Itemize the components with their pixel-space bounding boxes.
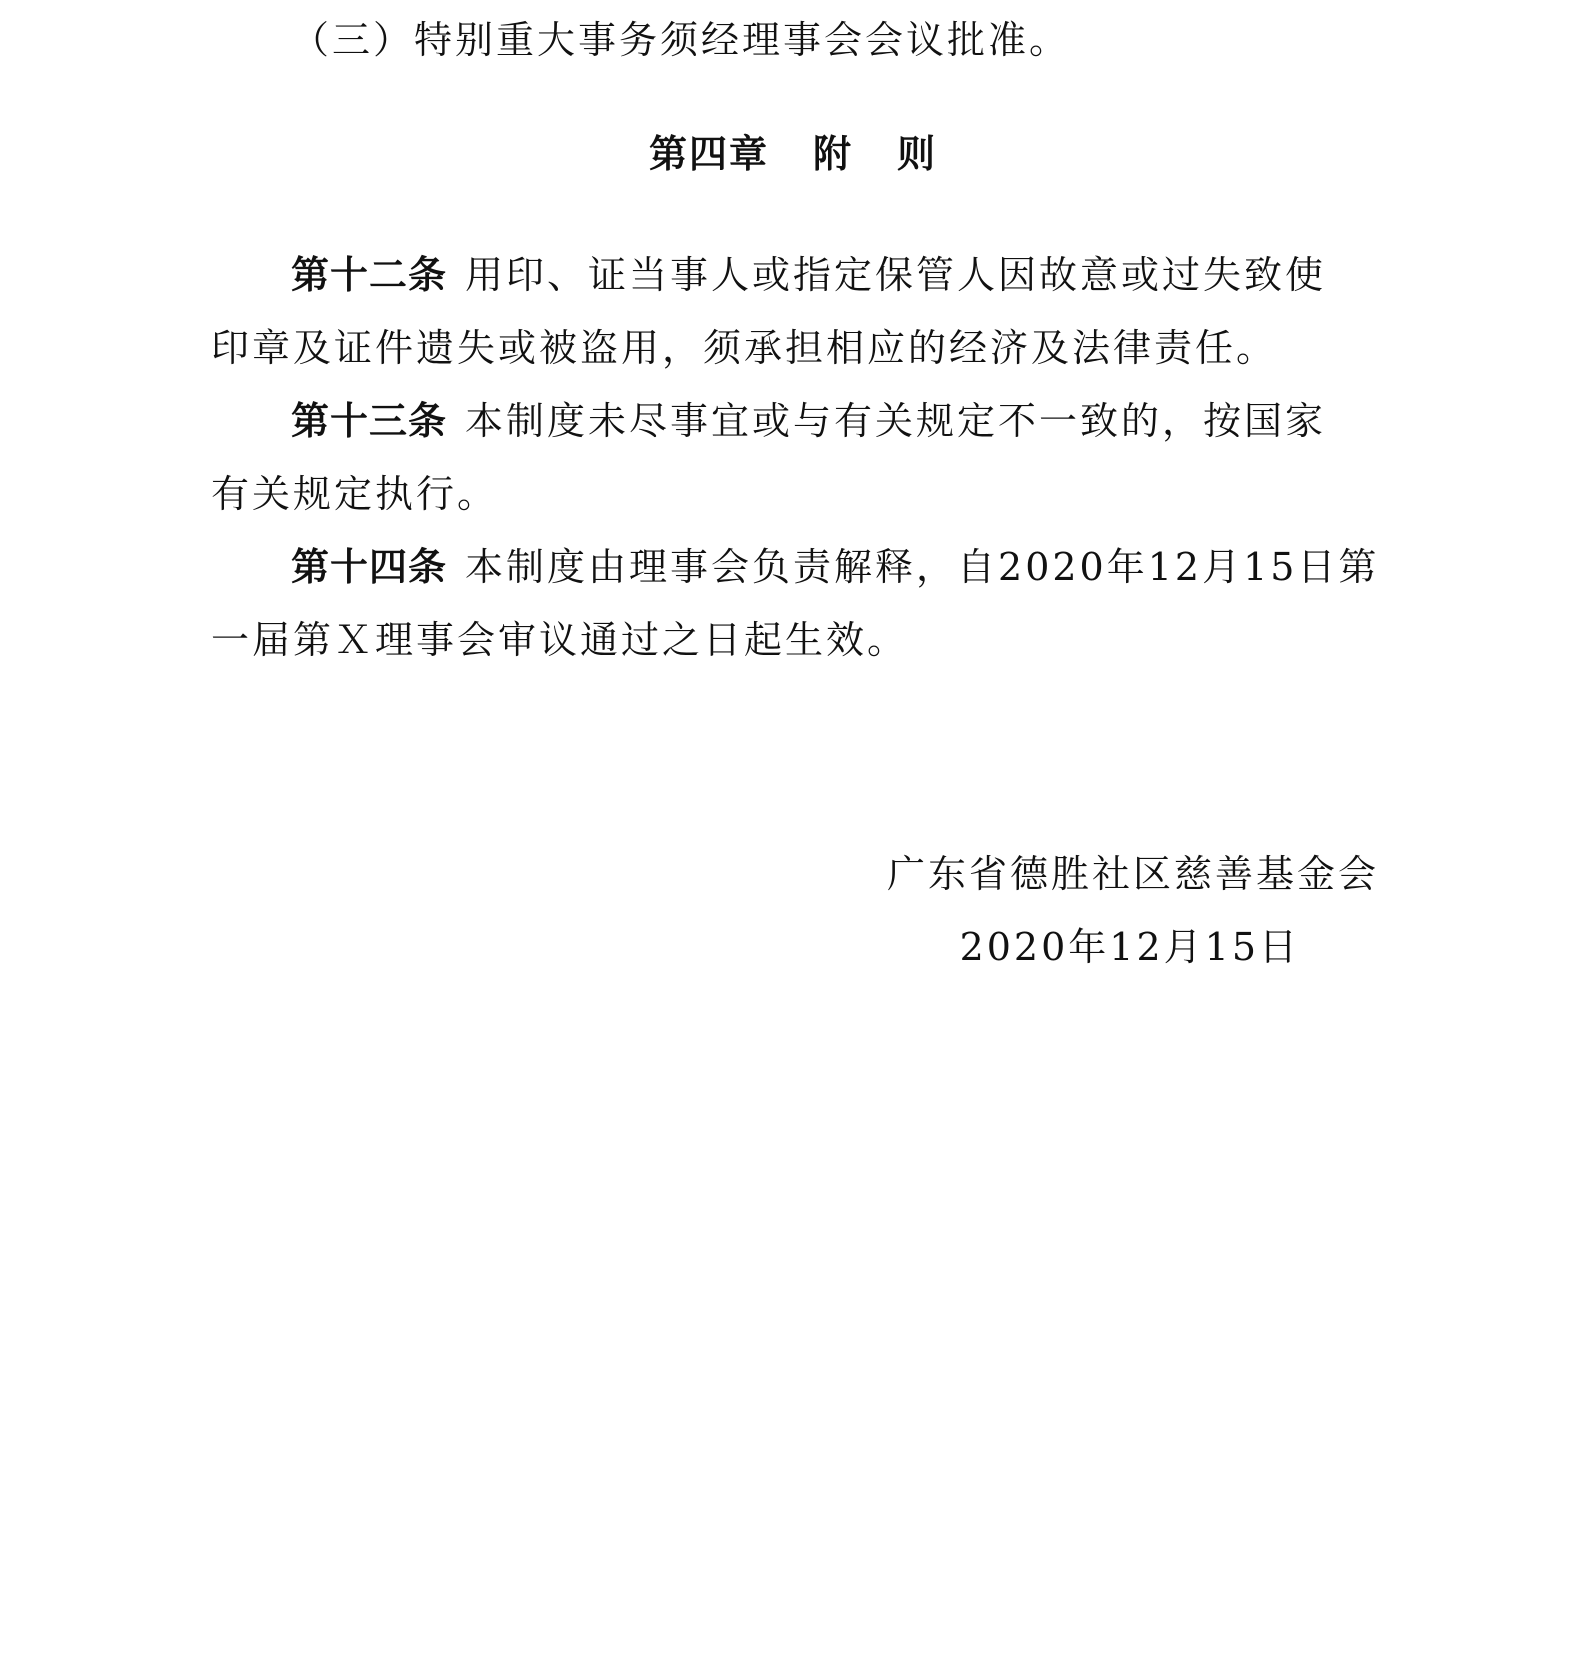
article-13 xyxy=(211,385,1381,531)
chapter-word-2: 则 xyxy=(897,132,938,176)
signature-date: 2020年12月15日 xyxy=(959,925,1300,969)
article-12-line-1 xyxy=(211,239,1381,312)
chapter-number: 第四章 xyxy=(648,132,769,176)
top-item-block xyxy=(211,4,1381,77)
article-14 xyxy=(211,531,1381,677)
top-item-line: （三）特别重大事务须经理事会会议批准。 xyxy=(291,18,1071,62)
chapter-word-1: 附 xyxy=(812,132,853,176)
article-13-line-2: 有关规定执行。 xyxy=(211,472,499,516)
article-14-line-1 xyxy=(211,531,1381,604)
article-12-label: 第十二条 xyxy=(291,253,448,297)
article-14-line-2: 一届第Ｘ理事会审议通过之日起生效。 xyxy=(211,618,909,662)
signature-organization: 广东省德胜社区慈善基金会 xyxy=(886,852,1379,896)
article-14-text-1: 本制度由理事会负责解释，自2020年12月15日第 xyxy=(465,545,1380,589)
article-13-label: 第十三条 xyxy=(291,399,448,443)
article-13-line-1 xyxy=(211,385,1381,458)
article-13-text-1: 本制度未尽事宜或与有关规定不一致的，按国家 xyxy=(465,399,1327,443)
article-12-line-2: 印章及证件遗失或被盗用，须承担相应的经济及法律责任。 xyxy=(211,326,1278,370)
article-12-text-1: 用印、证当事人或指定保管人因故意或过失致使 xyxy=(465,253,1327,297)
article-12 xyxy=(211,239,1381,385)
chapter-heading xyxy=(0,118,1586,191)
article-14-label: 第十四条 xyxy=(291,545,448,589)
